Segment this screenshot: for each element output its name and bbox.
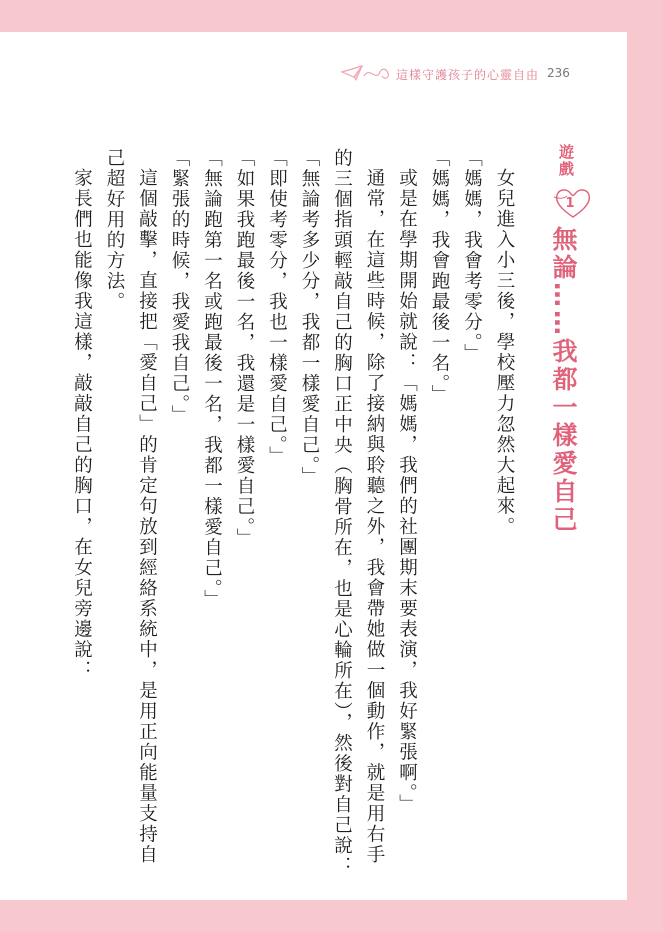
body-paragraph: 這個敲擊，直接把「愛自己」的肯定句放到經絡系統中，是用正向能量支持自己超好用的方法。 [104,148,158,866]
body-paragraph: 「緊張的時候，我愛我自己。」 [169,148,190,426]
page-frame-right [627,0,663,932]
body-paragraph: 「如果我跑最後一名，我還是一樣愛自己。」 [234,148,255,549]
body-paragraph: 家長們也能像我這樣，敲敲自己的胸口，在女兒旁邊說： [71,168,93,681]
game-number: 1 [565,196,575,211]
paper-plane-icon [340,64,392,84]
page-frame-bottom [0,900,663,932]
body-paragraph: 「即使考零分，我也一樣愛自己。」 [266,148,288,467]
body-paragraph: 或是在學期開始就說：「媽媽，我們的社團期末要表演，我好緊張啊。」 [396,168,418,816]
body-paragraph: 女兒進入小三後，學校壓力忽然大起來。 [494,168,515,538]
body-paragraph: 通常，在這些時候，除了接納與聆聽之外，我會帶她做一個動作，就是用右手的三個指頭輕敲自己的胸口正中央（胸骨所在，也是心輪所在），然後對自己說： [331,148,385,877]
body-text [71,148,520,878]
page-frame-top [0,0,663,32]
page-number: 236 [547,66,570,80]
body-paragraph: 「媽媽，我會考零分。」 [461,148,483,365]
game-label: 遊戲 [557,144,575,178]
chapter-title: 無論……我都一樣愛自己 [549,226,578,534]
body-paragraph: 「媽媽，我會跑最後一名。」 [429,148,450,406]
body-paragraph: 「無論跑第一名或跑最後一名，我都一樣愛自己。」 [201,148,223,611]
running-header [340,62,570,86]
body-paragraph: 「無論考多少分，我都一樣愛自己。」 [299,148,320,488]
header-title: 這樣守護孩子的心靈自由 [396,68,540,82]
